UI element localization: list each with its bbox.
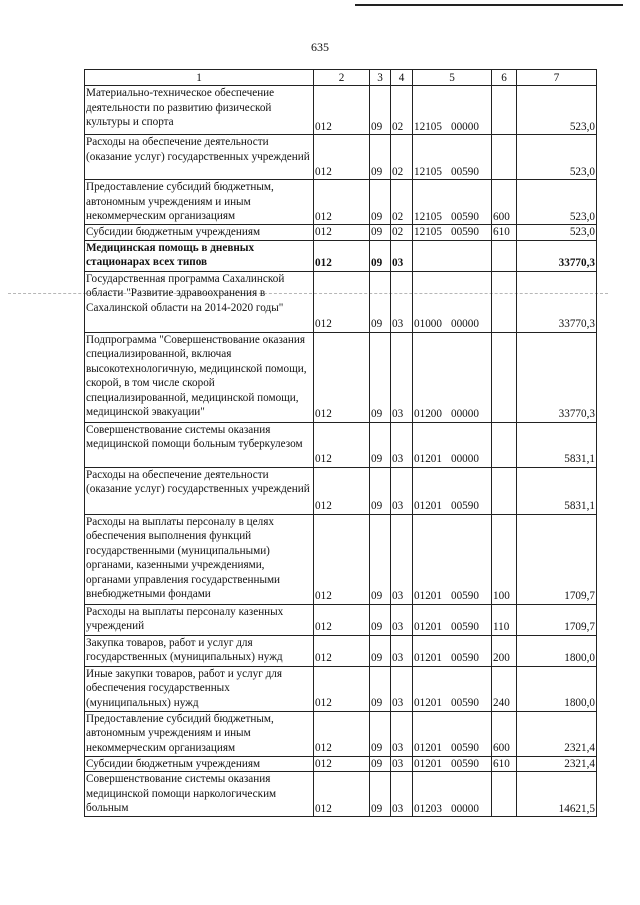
table-row <box>85 135 597 180</box>
item-code: 00000 <box>450 318 479 330</box>
table-row <box>85 604 597 635</box>
subsection-code: 03 <box>391 240 413 271</box>
target-article-code <box>413 514 492 604</box>
subsection-code: 02 <box>391 86 413 135</box>
subsection-code: 02 <box>391 135 413 180</box>
amount: 2321,4 <box>517 711 597 756</box>
item-code: 00590 <box>450 226 479 238</box>
ministry-code: 012 <box>314 180 370 225</box>
section-code: 09 <box>370 514 391 604</box>
table-row <box>85 271 597 332</box>
section-code: 09 <box>370 271 391 332</box>
target-article-code <box>413 604 492 635</box>
amount: 14621,5 <box>517 772 597 817</box>
item-code: 00000 <box>450 408 479 420</box>
section-code: 09 <box>370 240 391 271</box>
expense-type-code <box>492 772 517 817</box>
program-code: 01201 <box>414 652 442 664</box>
expense-type-code: 100 <box>492 514 517 604</box>
header-col-4: 4 <box>391 70 413 86</box>
header-col-1: 1 <box>85 70 314 86</box>
expense-type-code: 610 <box>492 756 517 772</box>
program-code: 01203 <box>414 802 442 815</box>
subsection-code: 03 <box>391 332 413 422</box>
program-code: 01201 <box>414 757 442 770</box>
item-code: 00590 <box>450 500 479 512</box>
amount: 5831,1 <box>517 422 597 467</box>
amount: 1709,7 <box>517 514 597 604</box>
subsection-code: 03 <box>391 666 413 711</box>
item-code: 00590 <box>450 757 479 770</box>
ministry-code: 012 <box>314 332 370 422</box>
top-rule <box>355 4 623 6</box>
subsection-code: 03 <box>391 635 413 666</box>
table-row <box>85 711 597 756</box>
section-code: 09 <box>370 422 391 467</box>
section-code: 09 <box>370 604 391 635</box>
header-col-2: 2 <box>314 70 370 86</box>
header-row <box>85 70 597 86</box>
row-name: Предоставление субсидий бюджетным, автономным учреждениям и иным некоммерческим организациям <box>85 180 314 225</box>
section-code: 09 <box>370 86 391 135</box>
row-name: Иные закупки товаров, работ и услуг для обеспечения государственных (муниципальных) нужд <box>85 666 314 711</box>
target-article-code <box>413 332 492 422</box>
target-article-code <box>413 225 492 241</box>
amount: 33770,3 <box>517 240 597 271</box>
program-code: 12105 <box>414 210 442 223</box>
item-code: 00590 <box>450 652 479 664</box>
table-row <box>85 225 597 241</box>
ministry-code: 012 <box>314 514 370 604</box>
table-body <box>85 86 597 817</box>
row-name: Совершенствование системы оказания медицинской помощи наркологическим больным <box>85 772 314 817</box>
section-code: 09 <box>370 635 391 666</box>
row-name: Расходы на обеспечение деятельности (оказание услуг) государственных учреждений <box>85 467 314 514</box>
item-code: 00590 <box>450 697 479 709</box>
target-article-code <box>413 271 492 332</box>
row-name: Государственная программа Сахалинской области "Развитие здравоохранения в Сахалинской области на 2014-2020 годы" <box>85 271 314 332</box>
ministry-code: 012 <box>314 635 370 666</box>
item-code: 00000 <box>450 120 479 133</box>
subsection-code: 02 <box>391 180 413 225</box>
header-col-6: 6 <box>492 70 517 86</box>
table-row <box>85 514 597 604</box>
target-article-code <box>413 180 492 225</box>
section-code: 09 <box>370 135 391 180</box>
target-article-code <box>413 240 492 271</box>
amount: 523,0 <box>517 86 597 135</box>
table-row <box>85 332 597 422</box>
item-code: 00590 <box>450 165 479 178</box>
header-col-5: 5 <box>413 70 492 86</box>
program-code: 01201 <box>414 742 442 754</box>
amount: 1800,0 <box>517 635 597 666</box>
target-article-code <box>413 422 492 467</box>
row-name: Расходы на выплаты персоналу в целях обеспечения выполнения функций государственными (муниципальными) органами, казенными учреждениями, органами управления государственными внебюджетными фондами <box>85 514 314 604</box>
table-row <box>85 635 597 666</box>
header-col-3: 3 <box>370 70 391 86</box>
program-code: 12105 <box>414 165 442 178</box>
target-article-code <box>413 711 492 756</box>
expense-type-code: 610 <box>492 225 517 241</box>
program-code: 12105 <box>414 226 442 238</box>
program-code: 01200 <box>414 408 442 420</box>
ministry-code: 012 <box>314 86 370 135</box>
ministry-code: 012 <box>314 772 370 817</box>
ministry-code: 012 <box>314 135 370 180</box>
subsection-code: 02 <box>391 225 413 241</box>
section-code: 09 <box>370 772 391 817</box>
program-code: 01201 <box>414 453 442 465</box>
table-row <box>85 666 597 711</box>
row-name: Материально-техническое обеспечение деятельности по развитию физической культуры и спорта <box>85 86 314 135</box>
row-name: Субсидии бюджетным учреждениям <box>85 225 314 241</box>
target-article-code <box>413 756 492 772</box>
amount: 1800,0 <box>517 666 597 711</box>
program-code: 01201 <box>414 621 442 633</box>
target-article-code <box>413 635 492 666</box>
item-code: 00590 <box>450 210 479 223</box>
expense-type-code <box>492 467 517 514</box>
ministry-code: 012 <box>314 240 370 271</box>
expense-type-code <box>492 422 517 467</box>
row-name: Субсидии бюджетным учреждениям <box>85 756 314 772</box>
program-code: 01201 <box>414 590 442 602</box>
ministry-code: 012 <box>314 422 370 467</box>
target-article-code <box>413 467 492 514</box>
table-row <box>85 422 597 467</box>
target-article-code <box>413 135 492 180</box>
amount: 1709,7 <box>517 604 597 635</box>
row-name: Предоставление субсидий бюджетным, автономным учреждениям и иным некоммерческим организациям <box>85 711 314 756</box>
ministry-code: 012 <box>314 756 370 772</box>
target-article-code <box>413 666 492 711</box>
row-name: Подпрограмма "Совершенствование оказания специализированной, включая высокотехнологичную, медицинской помощи, скорой, в том числе скорой специализированной, медицинской помощи, медицинской эвакуации" <box>85 332 314 422</box>
item-code: 00000 <box>450 453 479 465</box>
header-col-7: 7 <box>517 70 597 86</box>
subsection-code: 03 <box>391 604 413 635</box>
program-code: 01201 <box>414 697 442 709</box>
expense-type-code: 600 <box>492 180 517 225</box>
expense-type-code <box>492 135 517 180</box>
expense-type-code <box>492 271 517 332</box>
ministry-code: 012 <box>314 604 370 635</box>
ministry-code: 012 <box>314 666 370 711</box>
row-name: Закупка товаров, работ и услуг для государственных (муниципальных) нужд <box>85 635 314 666</box>
budget-table <box>84 69 597 817</box>
row-name: Совершенствование системы оказания медицинской помощи больным туберкулезом <box>85 422 314 467</box>
item-code: 00590 <box>450 621 479 633</box>
subsection-code: 03 <box>391 772 413 817</box>
amount: 33770,3 <box>517 271 597 332</box>
amount: 33770,3 <box>517 332 597 422</box>
table-row <box>85 180 597 225</box>
target-article-code <box>413 772 492 817</box>
amount: 5831,1 <box>517 467 597 514</box>
item-code: 00590 <box>450 742 479 754</box>
program-code: 12105 <box>414 120 442 133</box>
amount: 2321,4 <box>517 756 597 772</box>
expense-type-code: 240 <box>492 666 517 711</box>
item-code: 00000 <box>450 802 479 815</box>
expense-type-code <box>492 240 517 271</box>
item-code: 00590 <box>450 590 479 602</box>
expense-type-code: 110 <box>492 604 517 635</box>
section-code: 09 <box>370 180 391 225</box>
subsection-code: 03 <box>391 514 413 604</box>
section-code: 09 <box>370 756 391 772</box>
subsection-code: 03 <box>391 756 413 772</box>
row-name: Расходы на выплаты персоналу казенных учреждений <box>85 604 314 635</box>
row-name: Медицинская помощь в дневных стационарах всех типов <box>85 240 314 271</box>
program-code: 01201 <box>414 500 442 512</box>
table-row <box>85 240 597 271</box>
target-article-code <box>413 86 492 135</box>
ministry-code: 012 <box>314 271 370 332</box>
section-code: 09 <box>370 225 391 241</box>
subsection-code: 03 <box>391 711 413 756</box>
table-row <box>85 756 597 772</box>
page-number: 635 <box>311 40 329 54</box>
amount: 523,0 <box>517 225 597 241</box>
program-code: 01000 <box>414 318 442 330</box>
ministry-code: 012 <box>314 711 370 756</box>
section-code: 09 <box>370 666 391 711</box>
table-row <box>85 86 597 135</box>
subsection-code: 03 <box>391 422 413 467</box>
amount: 523,0 <box>517 180 597 225</box>
section-code: 09 <box>370 332 391 422</box>
subsection-code: 03 <box>391 467 413 514</box>
ministry-code: 012 <box>314 467 370 514</box>
expense-type-code <box>492 332 517 422</box>
expense-type-code: 200 <box>492 635 517 666</box>
amount: 523,0 <box>517 135 597 180</box>
ministry-code: 012 <box>314 225 370 241</box>
section-code: 09 <box>370 711 391 756</box>
row-name: Расходы на обеспечение деятельности (оказание услуг) государственных учреждений <box>85 135 314 180</box>
table-row <box>85 467 597 514</box>
expense-type-code <box>492 86 517 135</box>
expense-type-code: 600 <box>492 711 517 756</box>
table-row <box>85 772 597 817</box>
subsection-code: 03 <box>391 271 413 332</box>
section-code: 09 <box>370 467 391 514</box>
